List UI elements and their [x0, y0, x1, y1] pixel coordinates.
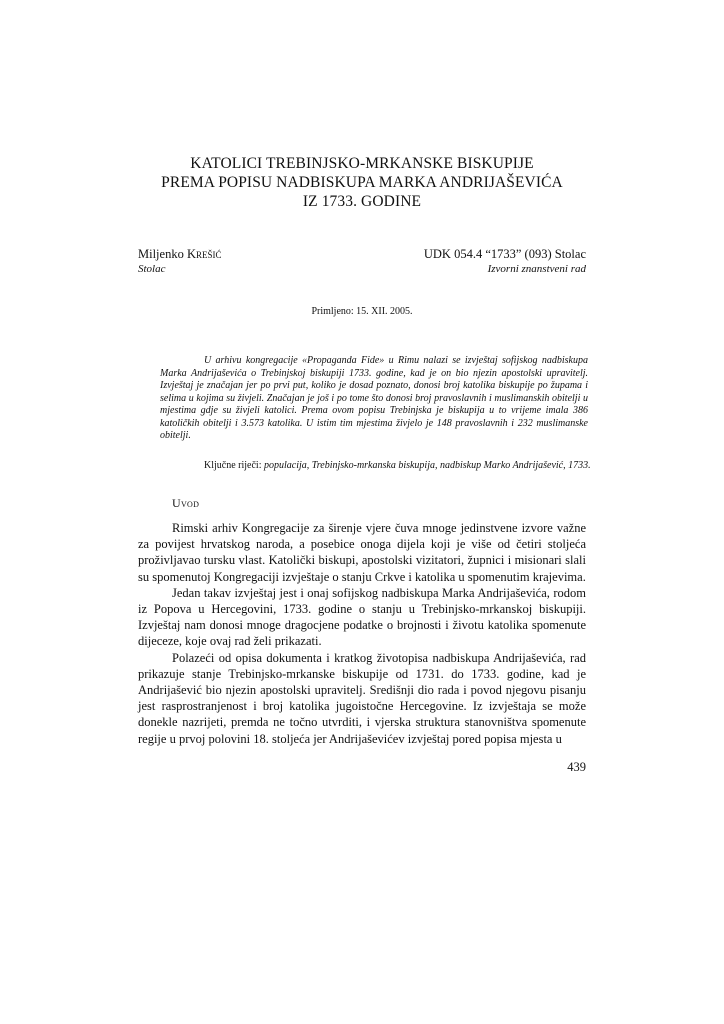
paragraph: Jedan takav izvještaj jest i onaj sofijskog nadbiskupa Marka Andrijaševića, rodom iz Popova u Hercegovini, 1733. godine o stanju u Trebinjsko-mrkanskoj biskupiji. Izvještaj nam donosi mnoge dragocjene podatke o brojnosti i životu katolika spomenute dijeceze, koje ovaj rad želi prikazati. [138, 585, 586, 649]
received-date: Primljeno: 15. XII. 2005. [311, 306, 413, 317]
udk-code: UDK 054.4 “1733” (093) Stolac [423, 247, 586, 261]
author-first-name: Miljenko [138, 247, 184, 261]
article-title [0, 154, 724, 211]
abstract: U arhivu kongregacije «Propaganda Fide» u Rimu nalazi se izvještaj sofijskog nadbiskupa Marka Andrijaševića o Trebinjskoj biskupiji 1733. godine, kad je on bio njezin apostolski upravitelj. Izvještaj je značajan jer po prvi put, koliko je dosad poznato, donosi broj katolika biskupije po župama i selima u kojima su živjeli. Značajan je još i po tome što donosi broj pravoslavnih i muslimanskih obitelji u mjestima gdje su živjeli katolici. Prema ovom popisu Trebinjska je biskupija u to vrijeme imala 386 katoličkih obitelji i 3.573 katolika. U istim tim mjestima živjelo je 148 pravoslavnih i 232 muslimanske obitelji. [160, 355, 588, 441]
author-surname: Krešić [186, 247, 222, 261]
title-line-1: KATOLICI TREBINJSKO-MRKANSKE BISKUPIJE [190, 155, 534, 172]
paper-type: Izvorni znanstveni rad [487, 263, 586, 275]
paragraph: Rimski arhiv Kongregacije za širenje vjere čuva mnoge jedinstvene izvore važne za povijest hrvatskog naroda, a posebice onoga dijela koji je više od četiri stoljeća proživljavao tursku vlast. Katolički biskupi, apostolski vizitatori, župnici i misionari slali su spomenutoj Kongregaciji izvještaje o stanju Crkve i katolika u spomenutim krajevima. [138, 521, 586, 584]
section-heading: Uvod [172, 496, 200, 510]
title-line-3: IZ 1733. GODINE [302, 193, 422, 210]
body-text [138, 520, 586, 747]
keywords-text: populacija, Trebinjsko-mrkanska biskupija, nadbiskup Marko Andrijašević, 1733. [263, 460, 591, 471]
author-place: Stolac [138, 263, 166, 275]
page-number: 439 [567, 760, 586, 774]
author-info [138, 247, 222, 277]
paragraph: Polazeći od opisa dokumenta i kratkog životopisa nadbiskupa Andrijaševića, rad prikazuje stanje Trebinjsko-mrkanske biskupije od 1731. do 1733. godine, kad je Andrijašević bio njezin apostolski upravitelj. Središnji dio rada i povod njegovu pisanju jest rasprostranjenost i broj katolika jugoistočne Hercegovine. Iz izvještaja se može donekle nazrijeti, premda ne točno utvrditi, i vjerska struktura stanovništva spomenute regije u prvoj polovini 18. stoljeća jer Andrijaševićev izvještaj pored popisa mjesta u [138, 650, 586, 746]
keywords [160, 459, 590, 472]
classification-info [424, 247, 586, 277]
title-line-2: PREMA POPISU NADBISKUPA MARKA ANDRIJAŠEVIĆA [161, 174, 563, 191]
keywords-label: Ključne riječi: [204, 460, 262, 471]
